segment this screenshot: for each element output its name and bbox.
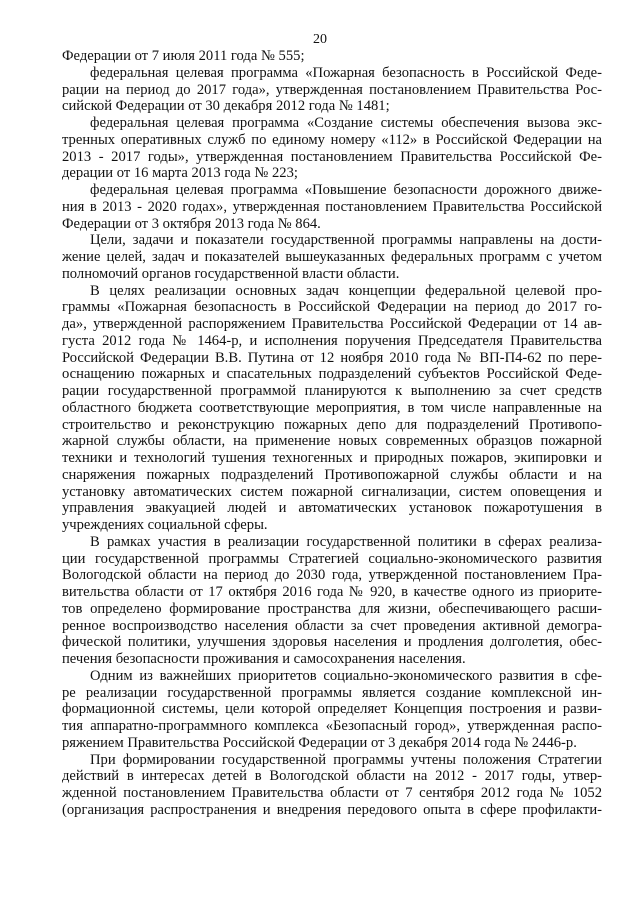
paragraph bbox=[62, 534, 602, 668]
text-line: Федерации от 3 октября 2013 года № 864. bbox=[62, 215, 321, 232]
text-line: действий в интересах детей в Вологодской области на 2012 - 2017 годы, утвер- bbox=[62, 768, 602, 785]
text-line: рации на период до 2017 года», утвержденная постановлением Правительства Рос- bbox=[62, 81, 602, 98]
text-line: жденной постановлением Правительства области от 7 сентября 2012 года № 1052 bbox=[62, 785, 602, 801]
paragraph bbox=[62, 182, 602, 232]
text-line: управления эвакуацией людей и автоматических установок пожаротушения в bbox=[62, 500, 602, 517]
text-line: федеральная целевая программа «Создание системы обеспечения вызова экс- bbox=[90, 115, 602, 131]
text-line: ре реализации государственной программы является создание комплексной ин- bbox=[62, 684, 602, 701]
text-line: 2013 - 2017 годы», утвержденная постановлением Правительства Российской Фе- bbox=[62, 148, 602, 165]
text-line: областного бюджета соответствующие мероприятия, в том числе направленные на bbox=[62, 399, 602, 416]
text-line: установку автоматических систем пожарной сигнализации, систем оповещения и bbox=[62, 483, 602, 500]
text-line: оснащению пожарных и спасательных подразделений субъектов Российской Феде- bbox=[62, 366, 602, 383]
text-line: В целях реализации основных задач концепции федеральной целевой про- bbox=[90, 282, 602, 299]
text-line: печения безопасности проживания и самосохранения населения. bbox=[62, 651, 466, 667]
paragraph bbox=[62, 283, 602, 534]
text-line: При формировании государственной программы учтены положения Стратегии bbox=[90, 751, 602, 768]
text-line: строительство и реконструкцию пожарных депо для подразделений Противопо- bbox=[62, 416, 602, 433]
text-line: ния в 2013 - 2020 годах», утвержденная постановлением Правительства Российской bbox=[62, 198, 602, 215]
text-line: да», утвержденной распоряжением Правительства Российской Федерации от 14 ав- bbox=[62, 316, 602, 332]
text-line: федеральная целевая программа «Повышение безопасности дорожного движе- bbox=[90, 182, 602, 198]
text-line: тия аппаратно-программного комплекса «Безопасный город», утвержденная распо- bbox=[62, 718, 602, 734]
text-line: тов определено формирование пространства для жизни, обеспечивающего расши- bbox=[62, 600, 602, 617]
text-line: жение целей, задач и показателей вышеуказанных федеральных программ с учетом bbox=[62, 249, 602, 265]
text-line: снаряжения пожарных подразделений Противопожарной службы области и на bbox=[62, 466, 602, 483]
paragraph bbox=[62, 48, 602, 65]
text-line: полномочий органов государственной власти области. bbox=[62, 265, 400, 282]
text-line: Вологодской области на период до 2030 года, утвержденной постановлением Пра- bbox=[62, 567, 602, 584]
text-line: тренных оперативных служб по единому номеру «112» в Российской Федерации на bbox=[62, 131, 602, 148]
text-line: Цели, задачи и показатели государственной программы направлены на дости- bbox=[90, 232, 602, 249]
text-line: В рамках участия в реализации государственной политики в сферах реализа- bbox=[90, 533, 602, 550]
paragraph bbox=[62, 65, 602, 115]
text-line: ренное воспроизводство населения области за счет проведения активной демогра- bbox=[62, 617, 602, 634]
text-line: сийской Федерации от 30 декабря 2012 года № 1481; bbox=[62, 98, 390, 115]
paragraph bbox=[62, 752, 602, 819]
text-line: федеральная целевая программа «Пожарная безопасность в Российской Феде- bbox=[90, 64, 602, 81]
text-line: Федерации от 7 июля 2011 года № 555; bbox=[62, 48, 305, 64]
text-line: рации государственной программой планируются к выполнению за счет средств bbox=[62, 383, 602, 399]
paragraph bbox=[62, 232, 602, 282]
text-line: жарной службы области, на применение новых современных образцов пожарной bbox=[62, 433, 602, 450]
page-number: 20 bbox=[313, 32, 327, 47]
text-line: техники и технологий тушения техногенных и природных пожаров, экипировки и bbox=[62, 450, 602, 466]
text-line: формационной системы, цели которой определяет Концепция построения и разви- bbox=[62, 701, 602, 718]
text-line: вительства области от 17 октября 2016 года № 920, в качестве одного из приорите- bbox=[62, 584, 602, 600]
text-line: Одним из важнейших приоритетов социально-экономического развития в сфе- bbox=[90, 667, 602, 684]
text-line: учреждениях социальной сферы. bbox=[62, 517, 268, 533]
text-line: ции государственной программы Стратегией социально-экономического развития bbox=[62, 550, 602, 567]
text-line: дерации от 16 марта 2013 года № 223; bbox=[62, 165, 298, 182]
text-line: ряжением Правительства Российской Федерации от 3 декабря 2014 года № 2446-р. bbox=[62, 734, 577, 751]
text-line: (организация распространения и внедрения передового опыта в сфере профилакти- bbox=[62, 801, 602, 818]
text-line: густа 2012 года № 1464-р, и исполнения поручения Председателя Правительства bbox=[62, 332, 602, 349]
text-line: фической политики, улучшения здоровья населения и продления долголетия, обес- bbox=[62, 634, 602, 651]
paragraph bbox=[62, 115, 602, 182]
paragraph bbox=[62, 668, 602, 752]
document-body bbox=[62, 48, 602, 819]
text-line: граммы «Пожарная безопасность в Российской Федерации на период до 2017 го- bbox=[62, 299, 602, 316]
text-line: Российской Федерации В.В. Путина от 12 ноября 2010 года № ВП-П4-62 по пере- bbox=[62, 349, 602, 366]
